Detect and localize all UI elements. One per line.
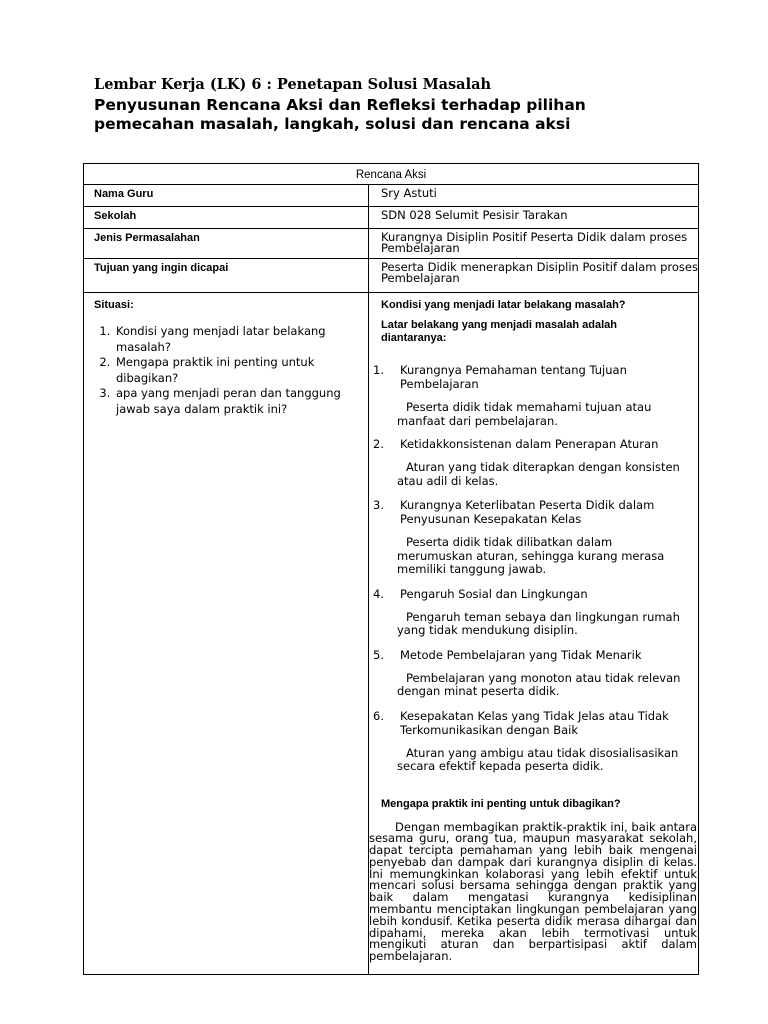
list-item [369,587,698,638]
list-item: 1. Kondisi yang menjadi latar belakang masalah? [114,324,341,355]
item-number: 4. [373,586,384,601]
item-description: Peserta didik tidak dilibatkan dalam merumuskan aturan, sehingga kurang merasa memiliki tanggung jawab. [397,535,665,576]
item-description: Pengaruh teman sebaya dan lingkungan rumah yang tidak mendukung disiplin. [397,609,680,637]
row-label: Jenis Permasalahan [84,229,369,259]
kondisi-cell [369,293,699,975]
item-heading: Kurangnya Pemahaman tentang Tujuan Pembelajaran [400,363,627,391]
row-value: Peserta Didik menerapkan Disiplin Positif dalam proses Pembelajaran [369,259,699,293]
row-value: Kurangnya Disiplin Positif Peserta Didik dalam proses Pembelajaran [369,229,699,259]
item-heading: Metode Pembelajaran yang Tidak Menarik [400,647,642,662]
rencana-aksi-table [83,163,699,975]
item-heading: Ketidakkonsistenan dalam Penerapan Aturan [400,437,659,451]
row-value: SDN 028 Selumit Pesisir Tarakan [369,207,699,229]
row-label: Tujuan yang ingin dicapai [84,259,369,293]
item-number: 2. [373,437,384,451]
row-label: Sekolah [84,207,369,229]
item-description: Aturan yang tidak diterapkan dengan konsisten atau adil di kelas. [397,460,680,488]
item-number: 1. [373,363,384,377]
item-description: Peserta didik tidak memahami tujuan atau manfaat dari pembelajaran. [397,400,652,428]
mengapa-question: Mengapa praktik ini penting untuk dibagikan? [381,797,621,810]
item-number: 5. [373,647,384,662]
table-row [84,207,699,229]
mengapa-paragraph: Dengan membagikan praktik-praktik ini, baik antara sesama guru, orang tua, maupun masyarakat sekolah, dapat tercipta pemahaman yang lebih baik mengenai penyebab dan dampak dari kurangnya disiplin di kelas. Ini memungkinkan kolaborasi yang lebih efektif untuk mencari solusi bersama sehingga dengan praktik yang baik dalam mengatasi kurangnya kedisiplinan membantu menciptakan lingkungan pembelajaran yang lebih kondusif. Ketika peserta didik merasa dihargai dan dipahami, mereka akan lebih termotivasi untuk mengikuti aturan dan berpartisipasi aktif dalam pembelajaran. [369,819,697,964]
item-description: Pembelajaran yang monoton atau tidak relevan dengan minat peserta didik. [397,670,681,698]
worksheet-subtitle: Penyusunan Rencana Aksi dan Refleksi terhadap pilihan pemecahan masalah, langkah, solusi dan rencana aksi [94,96,586,133]
table-row [84,229,699,259]
list-item [369,437,698,488]
list-item [369,363,698,428]
item-heading: Kesepakatan Kelas yang Tidak Jelas atau Tidak Terkomunikasikan dengan Baik [400,708,669,737]
item-description: Aturan yang ambigu atau tidak disosialisasikan secara efektif kepada peserta didik. [397,745,679,773]
table-header: Rencana Aksi [84,164,699,185]
table-row [84,185,699,207]
list-item [369,498,698,577]
situasi-cell [84,293,369,975]
list-item: 2. Mengapa praktik ini penting untuk dibagikan? [114,355,341,386]
item-number: 6. [373,708,384,723]
row-label: Nama Guru [84,185,369,207]
worksheet-title: Lembar Kerja (LK) 6 : Penetapan Solusi Masalah [94,76,492,93]
list-item: 3. apa yang menjadi peran dan tanggung jawab saya dalam praktik ini? [114,386,341,417]
row-value: Sry Astuti [369,185,699,207]
list-item [369,709,698,774]
kondisi-question: Kondisi yang menjadi latar belakang masalah? [381,299,626,311]
item-heading: Pengaruh Sosial dan Lingkungan [400,586,588,601]
list-item [369,648,698,699]
situasi-title: Situasi: [94,299,134,311]
table-row [84,293,699,975]
situasi-list [84,324,368,417]
kondisi-intro: Latar belakang yang menjadi masalah adalah diantaranya: [381,319,617,344]
item-heading: Kurangnya Keterlibatan Peserta Didik dalam Penyusunan Kesepakatan Kelas [400,498,655,526]
table-row [84,259,699,293]
item-number: 3. [373,498,384,512]
